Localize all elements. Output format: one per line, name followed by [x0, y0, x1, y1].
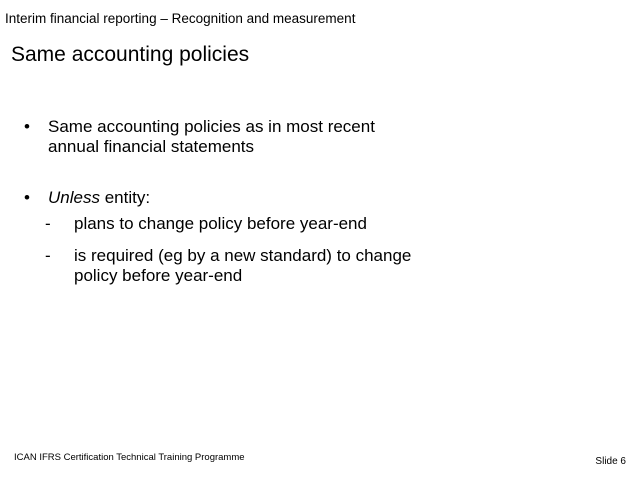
sub-item-2-line-1: is required (eg by a new standard) to change — [74, 246, 412, 265]
bullet-2-text — [48, 188, 150, 208]
sub-item-2-line-2: policy before year-end — [74, 266, 243, 285]
bullet-item-1 — [24, 117, 444, 157]
slide-title: Same accounting policies — [11, 43, 250, 66]
dash-marker: - — [45, 246, 51, 265]
sub-item-1 — [45, 214, 465, 234]
slide-header: Interim financial reporting – Recognition and measurement — [5, 11, 356, 26]
bullet-marker: • — [24, 117, 30, 136]
dash-marker: - — [45, 214, 51, 233]
slide-number: Slide 6 — [595, 456, 626, 467]
footer-programme: ICAN IFRS Certification Technical Training Programme — [14, 452, 245, 463]
bullet-marker: • — [24, 188, 30, 207]
bullet-2-emphasis: Unless — [48, 188, 100, 207]
bullet-1-line-2: annual financial statements — [48, 137, 255, 156]
bullet-1-line-1: Same accounting policies as in most recent — [48, 117, 375, 136]
sub-item-1-line-1: plans to change policy before year-end — [74, 214, 367, 233]
sub-item-2 — [45, 246, 465, 286]
bullet-item-2 — [24, 188, 444, 208]
bullet-2-rest: entity: — [99, 188, 151, 207]
